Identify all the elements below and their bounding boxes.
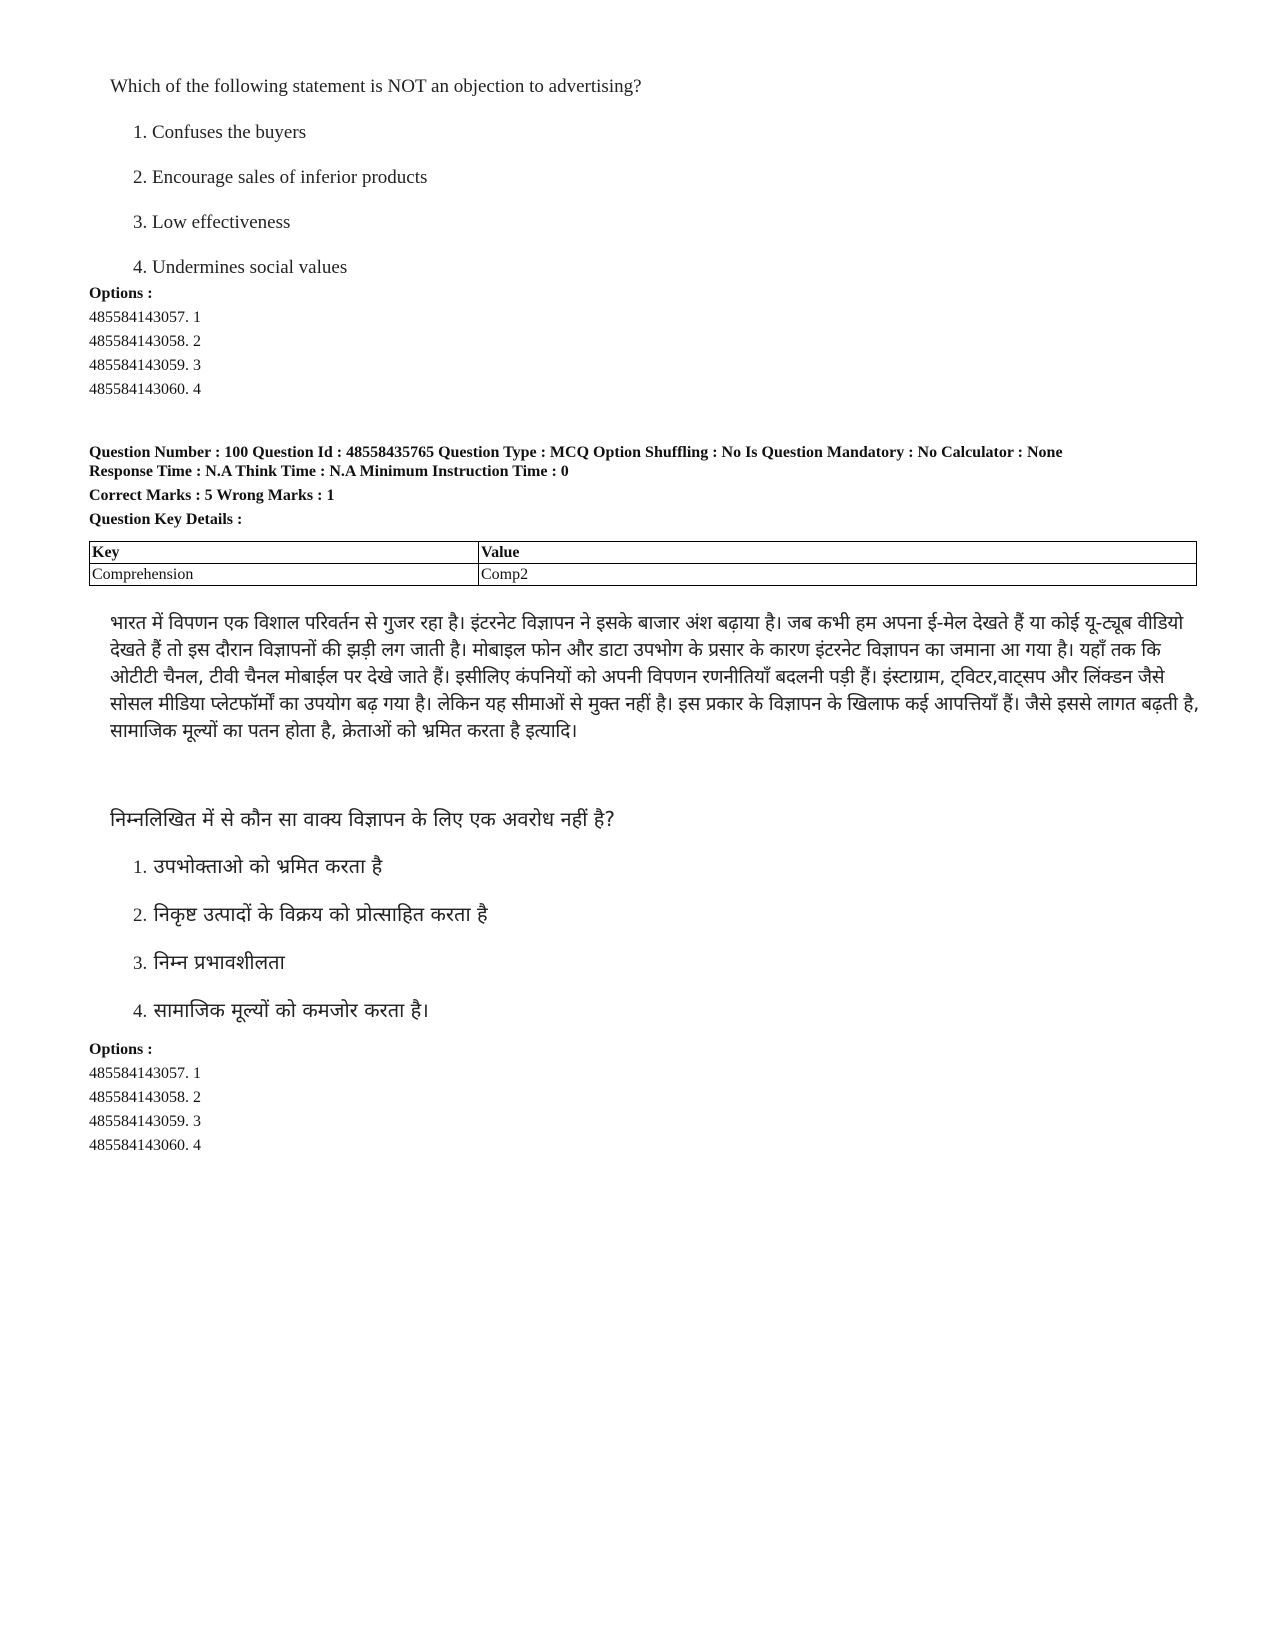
choice-item bbox=[133, 210, 427, 255]
question-meta bbox=[89, 443, 1209, 481]
choice-item bbox=[133, 900, 488, 948]
question-meta-line: Question Number : 100 Question Id : 48558435765 Question Type : MCQ Option Shuffling : No Is Question Mandatory : No Calculator : None bbox=[89, 444, 1063, 461]
option-id: 485584143059. 3 bbox=[89, 357, 201, 374]
choice-list-hi bbox=[133, 852, 488, 1044]
choice-item bbox=[133, 120, 427, 165]
table-cell: Comp2 bbox=[479, 564, 1197, 586]
table-header-row bbox=[90, 542, 1197, 564]
choice-number: 3. bbox=[133, 953, 148, 974]
option-id: 485584143057. 1 bbox=[89, 1065, 201, 1082]
choice-text: Encourage sales of inferior products bbox=[152, 167, 428, 188]
choice-number: 2. bbox=[133, 905, 148, 926]
choice-text: उपभोक्ताओ को भ्रमित करता है bbox=[153, 854, 383, 878]
question-text-hi: निम्नलिखित में से कौन सा वाक्य विज्ञापन के लिए एक अवरोध नहीं है? bbox=[110, 807, 616, 831]
choice-number: 2. bbox=[133, 167, 148, 188]
choice-number: 1. bbox=[133, 857, 148, 878]
marks-line: Correct Marks : 5 Wrong Marks : 1 bbox=[89, 487, 335, 504]
choice-item bbox=[133, 996, 488, 1044]
choice-number: 4. bbox=[133, 1001, 148, 1022]
choice-list-en bbox=[133, 120, 427, 300]
option-id: 485584143057. 1 bbox=[89, 309, 201, 326]
choice-text: निकृष्ट उत्पादों के विक्रय को प्रोत्साहित करता है bbox=[153, 902, 488, 926]
table-header-cell: Value bbox=[479, 542, 1197, 564]
question-text-en: Which of the following statement is NOT an objection to advertising? bbox=[110, 76, 642, 97]
choice-item bbox=[133, 852, 488, 900]
choice-number: 4. bbox=[133, 257, 148, 278]
option-id: 485584143058. 2 bbox=[89, 1089, 201, 1106]
choice-text: Low effectiveness bbox=[152, 212, 291, 233]
options-heading: Options : bbox=[89, 1041, 153, 1058]
choice-text: सामाजिक मूल्यों को कमजोर करता है। bbox=[153, 998, 429, 1022]
choice-text: निम्न प्रभावशीलता bbox=[153, 950, 285, 974]
option-id: 485584143060. 4 bbox=[89, 381, 201, 398]
option-id: 485584143060. 4 bbox=[89, 1137, 201, 1154]
key-details-heading: Question Key Details : bbox=[89, 511, 243, 528]
choice-number: 3. bbox=[133, 212, 148, 233]
choice-text: Undermines social values bbox=[152, 257, 348, 278]
comprehension-passage: भारत में विपणन एक विशाल परिवर्तन से गुजर रहा है। इंटरनेट विज्ञापन ने इसके बाजार अंश बढ़ाया है। जब कभी हम अपना ई-मेल देखते हैं या कोई यू-ट्यूब वीडियो देखते हैं तो इस दौरान विज्ञापनों की झड़ी लग जाती है। मोबाइल फोन और डाटा उपभोग के प्रसार के कारण इंटरनेट विज्ञापन का जमाना आ गया है। यहाँ तक कि ओटीटी चैनल, टीवी चैनल मोबाईल पर देखे जाते हैं। इसीलिए कंपनियों को अपनी विपणन रणनीतियाँ बदलनी पड़ी हैं। इंस्टाग्राम, ट्विटर,वाट्सप और लिंक्डन जैसे सोसल मीडिया प्लेटफॉर्मों का उपयोग बढ़ गया है। लेकिन यह सीमाओं से मुक्त नहीं है। इस प्रकार के विज्ञापन के खिलाफ कई आपत्तियाँ हैं। जैसे इससे लागत बढ़ती है, सामाजिक मूल्यों का पतन होता है, क्रेताओं को भ्रमित करता है इत्यादि। bbox=[110, 612, 1199, 742]
choice-number: 1. bbox=[133, 122, 148, 143]
question-meta-line: Response Time : N.A Think Time : N.A Minimum Instruction Time : 0 bbox=[89, 463, 569, 480]
table-cell: Comprehension bbox=[90, 564, 479, 586]
options-block bbox=[89, 282, 201, 402]
options-heading: Options : bbox=[89, 285, 153, 302]
choice-item bbox=[133, 165, 427, 210]
choice-text: Confuses the buyers bbox=[152, 122, 307, 143]
option-id: 485584143059. 3 bbox=[89, 1113, 201, 1130]
options-block bbox=[89, 1038, 201, 1158]
table-header-cell: Key bbox=[90, 542, 479, 564]
table-row bbox=[90, 564, 1197, 586]
key-details-table bbox=[89, 541, 1197, 586]
choice-item bbox=[133, 948, 488, 996]
option-id: 485584143058. 2 bbox=[89, 333, 201, 350]
